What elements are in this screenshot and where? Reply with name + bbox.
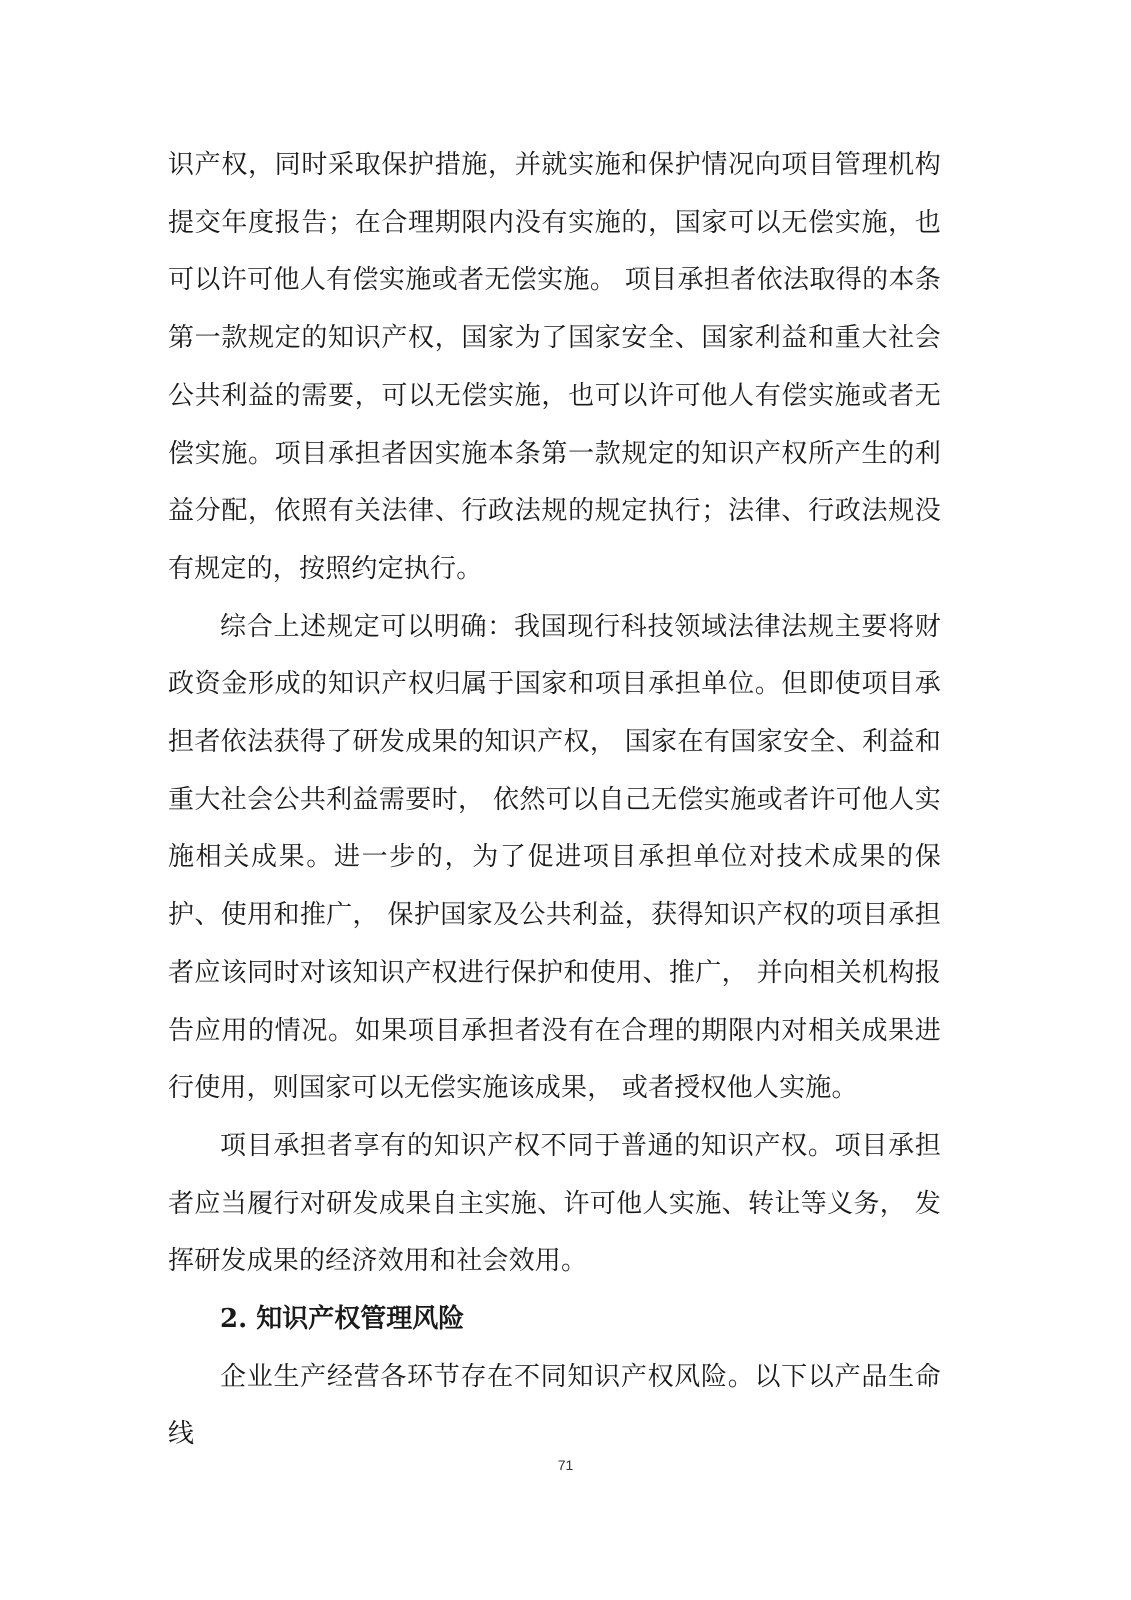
body-paragraph-2: 综合上述规定可以明确：我国现行科技领域法律法规主要将财政资金形成的知识产权归属于国家和项目承担单位。但即使项目承担者依法获得了研发成果的知识产权， 国家在有国家安全、利益和重大社会公共利益需要时， 依然可以自己无偿实施或者许可他人实施相关成果。进一步的，为了促进项目承担单位对技术成果的保护、使用和推广， 保护国家及公共利益，获得知识产权的项目承担者应该同时对该知识产权进行保护和使用、推广， 并向相关机构报告应用的情况。如果项目承担者没有在合理的期限内对相关成果进行使用，则国家可以无偿实施该成果， 或者授权他人实施。: [168, 611, 941, 1104]
body-paragraph-1: 识产权，同时采取保护措施，并就实施和保护情况向项目管理机构提交年度报告；在合理期限内没有实施的，国家可以无偿实施，也可以许可他人有偿实施或者无偿实施。 项目承担者依法取得的本条第一款规定的知识产权，国家为了国家安全、国家利益和重大社会公共利益的需要，可以无偿实施，也可以许可他人有偿实施或者无偿实施。项目承担者因实施本条第一款规定的知识产权所产生的利益分配，依照有关法律、行政法规的规定执行；法律、行政法规没有规定的，按照约定执行。: [168, 150, 941, 584]
body-paragraph-4: 企业生产经营各环节存在不同知识产权风险。以下以产品生命线: [168, 1361, 941, 1450]
section-heading: 2. 知识产权管理风险: [220, 1304, 465, 1335]
page-body: [168, 137, 941, 1464]
page-number: 71: [557, 1457, 574, 1473]
body-paragraph-3: 项目承担者享有的知识产权不同于普通的知识产权。项目承担者应当履行对研发成果自主实施、许可他人实施、转让等义务， 发挥研发成果的经济效用和社会效用。: [168, 1130, 941, 1277]
